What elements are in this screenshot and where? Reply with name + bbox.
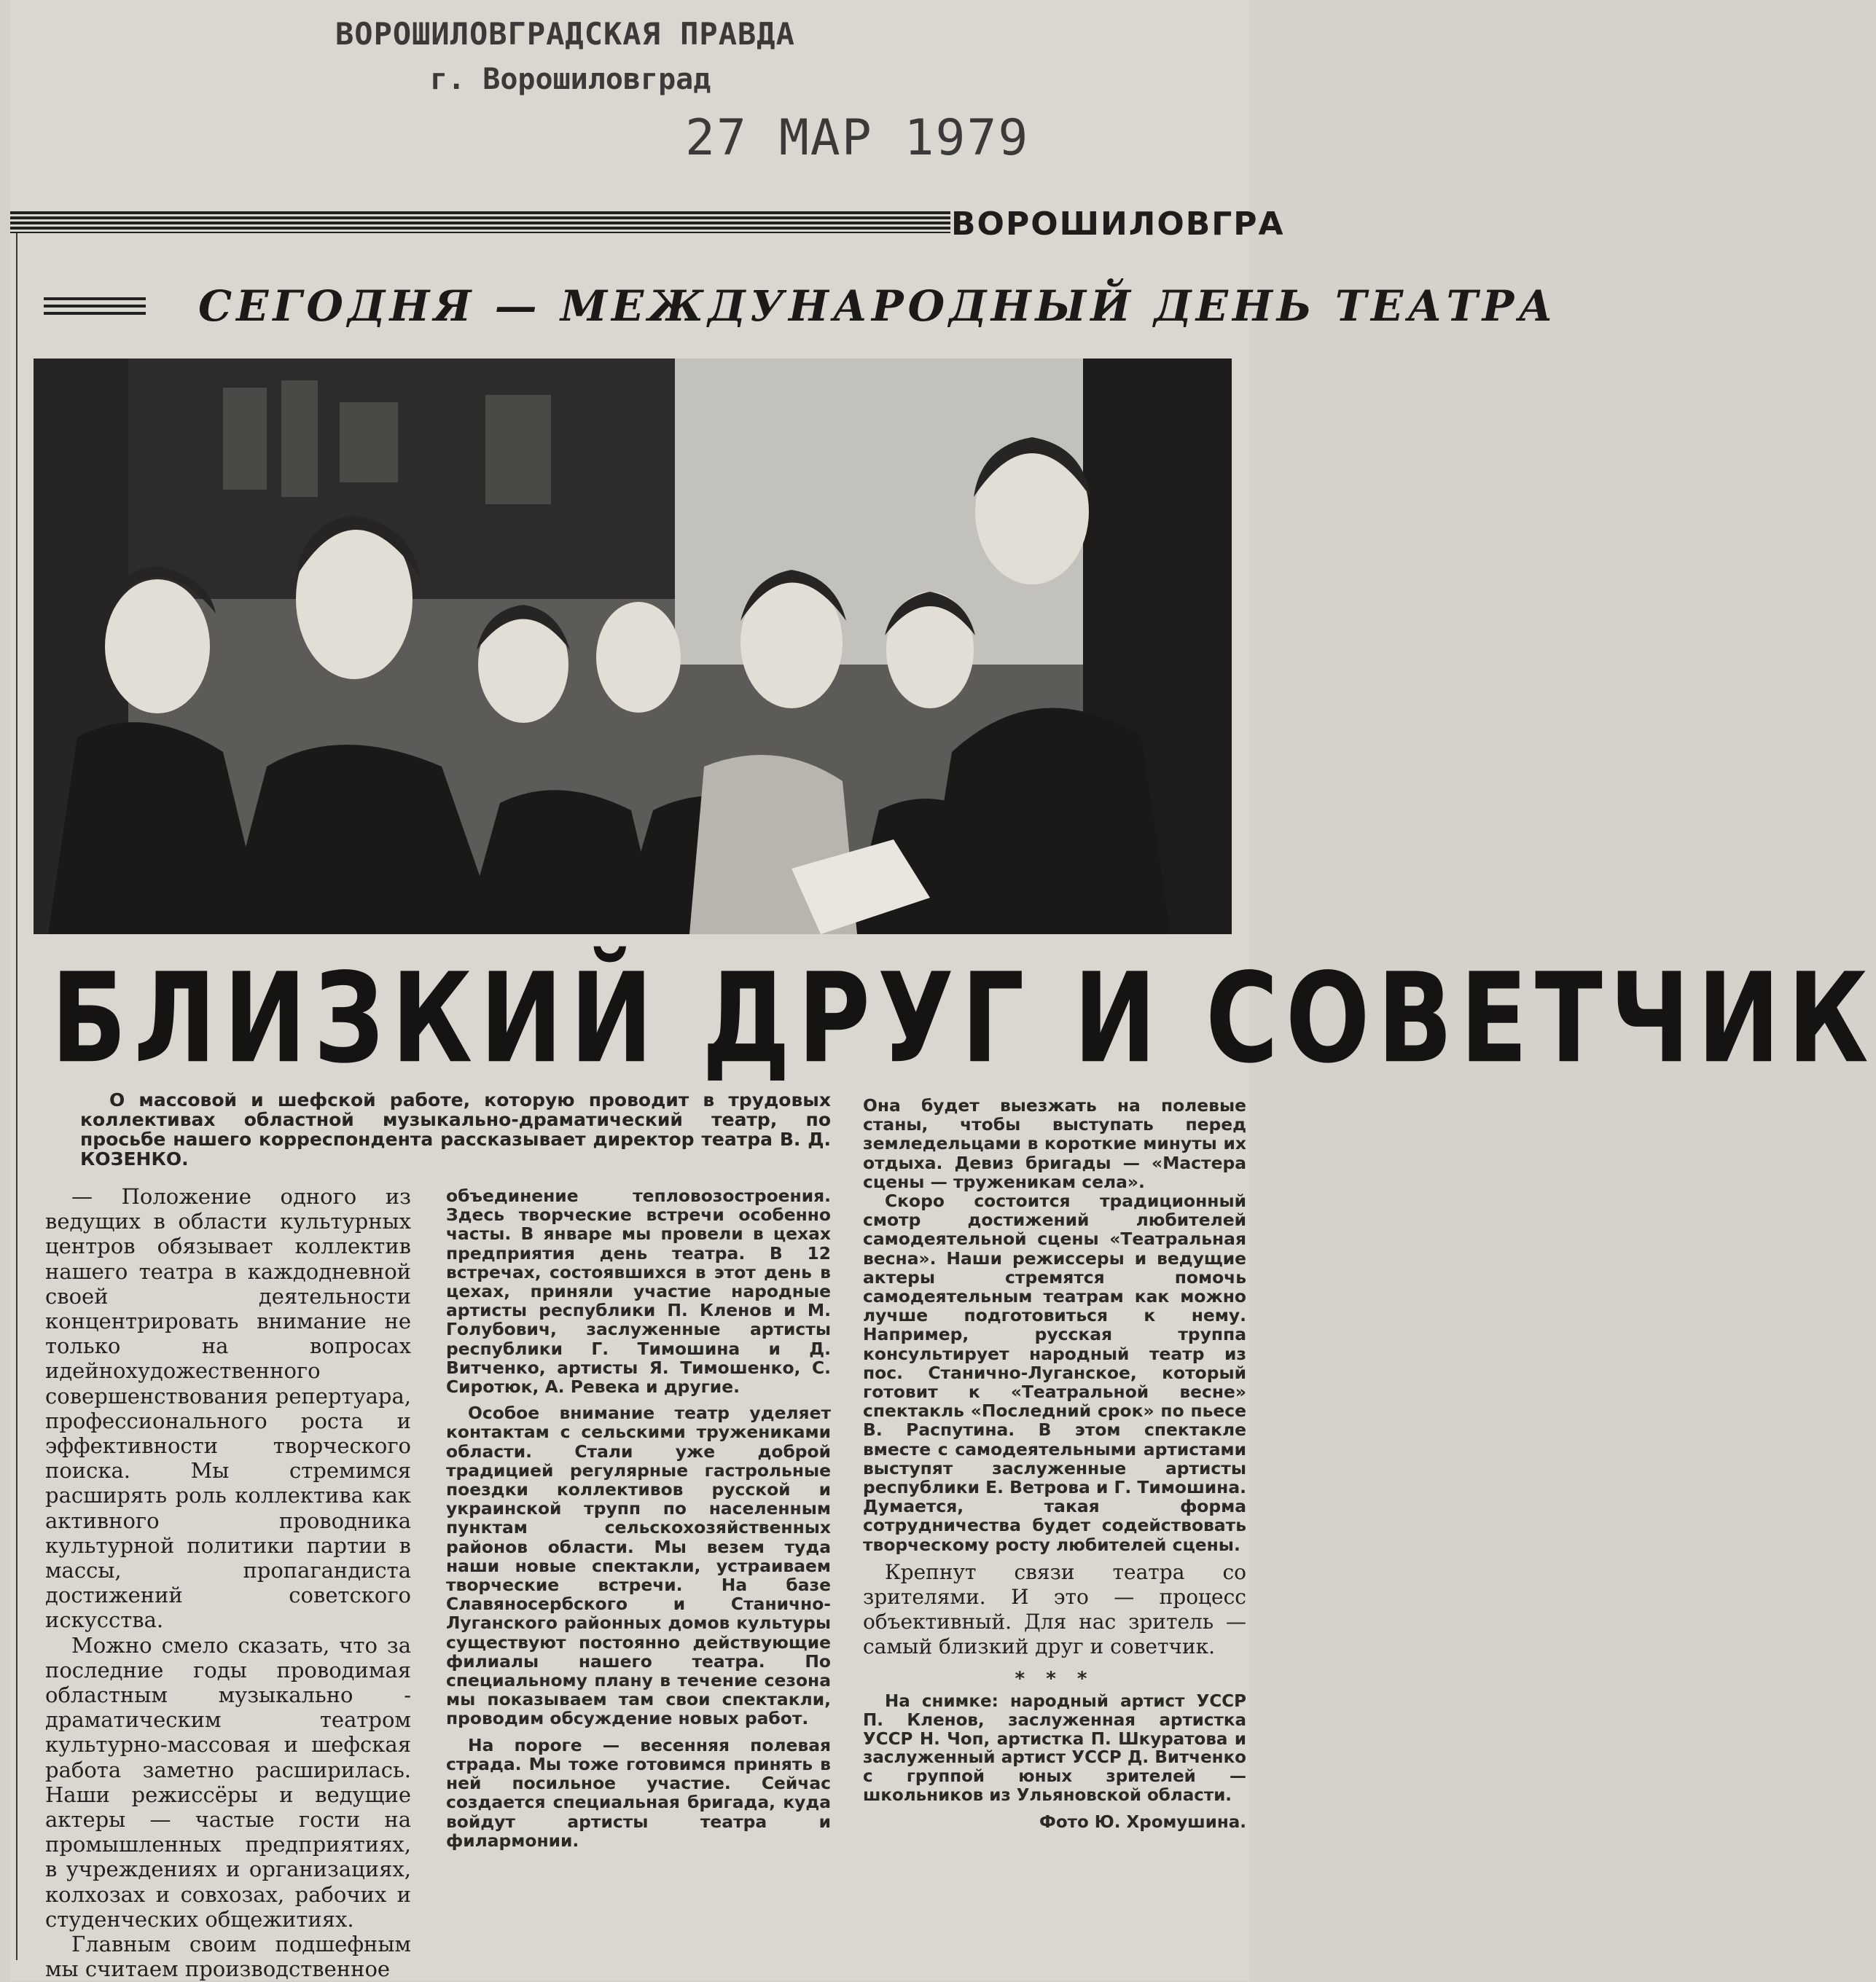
paragraph: Особое внимание театр уделяет контактам с сельскими тружениками области. Стали уже доброй традицией регулярные гастрольные поездки коллективов русской и украинской трупп по населенным пунктам сельскохозяйственных районов области. Мы везем туда наши новые спектакли, устраиваем творческие встречи. На базе Славяносербского и Станично-Луганского районных домов культуры существуют постоянно действующие филиалы нашего театра. По специальному плану в течение сезона мы показываем там свои спектакли, проводим обсуждение новых работ. (446, 1403, 831, 1729)
kicker-heading: СЕГОДНЯ — МЕЖДУНАРОДНЫЙ ДЕНЬ ТЕАТРА (198, 281, 1558, 331)
article-column-3 (863, 1096, 1246, 1832)
paragraph: На пороге — весенняя полевая страда. Мы тоже готовимся принять в ней посильное участие. Сейчас создается специальная бригада, куда войдут артисты театра и филармонии. (446, 1734, 831, 1851)
column-rule (16, 233, 17, 1960)
paragraph: Скоро состоится традиционный смотр достижений любителей самодеятельной сцены «Театральная весна». Наши режиссеры и ведущие актеры стремятся помочь самодеятельным театрам как можно лучше подготовиться к нему. Например, русская труппа консультирует народный театр из пос. Станично-Луганское, который готовит к «Театральной весне» спектакль «Последний срок» по пьесе В. Распутина. В этом спектакле вместе с самодеятельными артистами выступят заслуженные артисты республики Е. Ветрова и Г. Тимошина. Думается, такая форма сотрудничества будет содействовать творческому росту любителей сцены. (863, 1191, 1247, 1555)
masthead-title: ВОРОШИЛОВГРА (951, 205, 1285, 243)
stamp-date: 27 МАР 1979 (685, 109, 1030, 167)
stamp-newspaper-name: ВОРОШИЛОВГРАДСКАЯ ПРАВДА (335, 16, 795, 52)
photo-caption: На снимке: народный артист УССР П. Кленов, заслуженная артистка УССР Н. Чоп, артистка П. Шкуратова и заслуженный артист УССР Д. Витченко с группой юных зрителей — школьников из Ульяновской области. (863, 1692, 1246, 1806)
paragraph: объединение тепловозостроения. Здесь творческие встречи особенно часты. В январе мы провели в цехах предприятия день театра. В 12 встречах, состоявшихся в этот день в цехах, приняли участие народные артисты республики П. Кленов и М. Голубович, заслуженные артисты республики Г. Тимошина и Д. Витченко, артисты Я. Тимошенко, С. Сиротюк, А. Ревека и другие. (446, 1186, 831, 1398)
stamp-city: г. Ворошиловград (430, 63, 711, 96)
paragraph: Можно смело сказать, что за последние годы проводимая областным музыкально - драматическим театром культурно-массовая и шефская работа заметно расширилась. Наши режиссёры и ведущие актеры — частые гости на промышленных предприятиях, в учреждениях и организациях, колхозах и совхозах, рабочих и студенческих общежитиях. (45, 1632, 411, 1932)
article-column-2 (446, 1186, 831, 1850)
paragraph: Крепнут связи театра со зрителями. И это — процесс объективный. Для нас зритель — самый близкий друг и советчик. (863, 1559, 1246, 1658)
paragraph: Она будет выезжать на полевые станы, чтобы выступать перед земледельцами в короткие минуты их отдыха. Девиз бригады — «Мастера сцены — труженикам села». (863, 1095, 1246, 1192)
article-column-1 (45, 1184, 411, 1982)
paragraph: — Положение одного из ведущих в области культурных центров обязывает коллектив нашего театра в каждодневной своей деятельности концентрировать внимание не только на вопросах идейнохудожественного совершенствования репертуара, профессионального роста и эффективности творческого поиска. Мы стремимся расширять роль коллектива как активного проводника культурной политики партии в массы, пропагандиста достижений советского искусства. (45, 1184, 411, 1633)
photo-credit: Фото Ю. Хромушина. (1039, 1812, 1246, 1832)
article-lead: О массовой и шефской работе, которую проводит в трудовых коллективах областной музыкально-драматический театр, по просьбе нашего корреспондента рассказывает директор театра В. Д. КОЗЕНКО. (80, 1089, 831, 1170)
paragraph: Главным своим подшефным мы считаем производственное (45, 1932, 411, 1982)
masthead-rule (10, 211, 950, 233)
group-photo (34, 359, 1232, 934)
kicker-decoration (44, 297, 146, 319)
section-separator: * * * (1015, 1667, 1095, 1690)
article-headline: БЛИЗКИЙ ДРУГ И СОВЕТЧИК (51, 947, 1876, 1092)
